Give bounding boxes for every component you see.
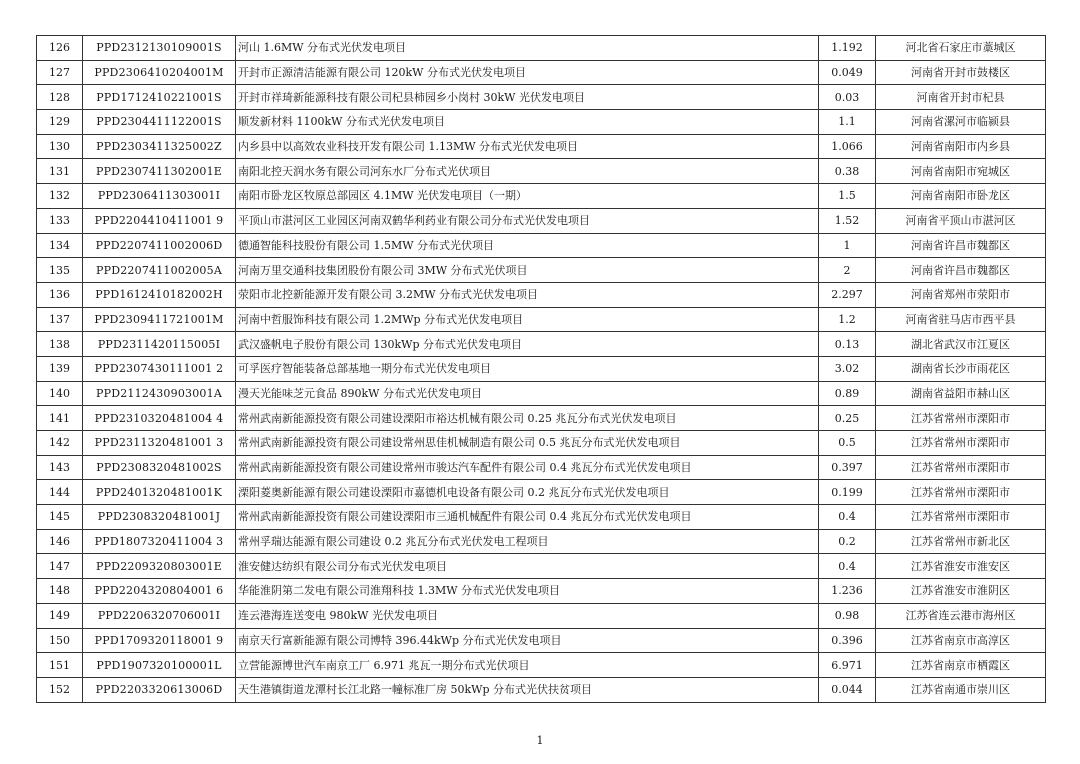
row-number: 152 <box>37 677 83 702</box>
table-row <box>37 628 1046 653</box>
project-name: 南阳市卧龙区牧原总部园区 4.1MW 光伏发电项目（一期） <box>236 184 819 209</box>
table-row <box>37 36 1046 61</box>
project-location: 江苏省常州市溧阳市 <box>876 455 1046 480</box>
row-number: 129 <box>37 110 83 135</box>
project-location: 湖北省武汉市江夏区 <box>876 332 1046 357</box>
project-code: PPD2306411303001I <box>83 184 236 209</box>
table-row <box>37 258 1046 283</box>
project-name: 淮安健达纺织有限公司分布式光伏发电项目 <box>236 554 819 579</box>
capacity-value: 0.98 <box>819 603 876 628</box>
row-number: 150 <box>37 628 83 653</box>
row-number: 137 <box>37 307 83 332</box>
project-code: PPD2312130109001S <box>83 36 236 61</box>
project-location: 河北省石家庄市藁城区 <box>876 36 1046 61</box>
capacity-value: 0.5 <box>819 431 876 456</box>
capacity-value: 0.38 <box>819 159 876 184</box>
project-name: 常州武南新能源投资有限公司建设溧阳市裕达机械有限公司 0.25 兆瓦分布式光伏发电项目 <box>236 406 819 431</box>
capacity-value: 2 <box>819 258 876 283</box>
row-number: 144 <box>37 480 83 505</box>
capacity-value: 0.4 <box>819 505 876 530</box>
project-code: PPD1807320411004 3 <box>83 529 236 554</box>
page-number: 1 <box>536 734 544 747</box>
row-number: 146 <box>37 529 83 554</box>
project-name: 可孚医疗智能装备总部基地一期分布式光伏发电项目 <box>236 356 819 381</box>
project-code: PPD1907320100001L <box>83 653 236 678</box>
project-location: 湖南省益阳市赫山区 <box>876 381 1046 406</box>
project-location: 河南省漯河市临颍县 <box>876 110 1046 135</box>
row-number: 138 <box>37 332 83 357</box>
table-row <box>37 208 1046 233</box>
table-row <box>37 603 1046 628</box>
capacity-value: 1.52 <box>819 208 876 233</box>
project-name: 荥阳市北控新能源开发有限公司 3.2MW 分布式光伏发电项目 <box>236 282 819 307</box>
project-name: 武汉盛帆电子股份有限公司 130kWp 分布式光伏发电项目 <box>236 332 819 357</box>
project-name: 常州武南新能源投资有限公司建设常州思佳机械制造有限公司 0.5 兆瓦分布式光伏发电项目 <box>236 431 819 456</box>
row-number: 131 <box>37 159 83 184</box>
capacity-value: 0.89 <box>819 381 876 406</box>
project-location: 河南省许昌市魏都区 <box>876 233 1046 258</box>
project-name: 河南万里交通科技集团股份有限公司 3MW 分布式光伏项目 <box>236 258 819 283</box>
table-row <box>37 159 1046 184</box>
project-name: 内乡县中以高效农业科技开发有限公司 1.13MW 分布式光伏发电项目 <box>236 134 819 159</box>
project-location: 河南省许昌市魏都区 <box>876 258 1046 283</box>
capacity-value: 1.2 <box>819 307 876 332</box>
row-number: 126 <box>37 36 83 61</box>
project-name: 天生港镇街道龙潭村长江北路一幢标准厂房 50kWp 分布式光伏扶贫项目 <box>236 677 819 702</box>
project-code: PPD2209320803001E <box>83 554 236 579</box>
capacity-value: 0.13 <box>819 332 876 357</box>
table-row <box>37 184 1046 209</box>
project-code: PPD2206320706001I <box>83 603 236 628</box>
project-code: PPD2306410204001M <box>83 60 236 85</box>
capacity-value: 0.4 <box>819 554 876 579</box>
row-number: 128 <box>37 85 83 110</box>
row-number: 132 <box>37 184 83 209</box>
project-location: 江苏省常州市新北区 <box>876 529 1046 554</box>
row-number: 139 <box>37 356 83 381</box>
project-location: 河南省南阳市卧龙区 <box>876 184 1046 209</box>
capacity-value: 1.5 <box>819 184 876 209</box>
project-name: 河山 1.6MW 分布式光伏发电项目 <box>236 36 819 61</box>
row-number: 135 <box>37 258 83 283</box>
project-name: 常州孚瑞达能源有限公司建设 0.2 兆瓦分布式光伏发电工程项目 <box>236 529 819 554</box>
table-row <box>37 677 1046 702</box>
project-name: 德通智能科技股份有限公司 1.5MW 分布式光伏项目 <box>236 233 819 258</box>
project-code: PPD2307411302001E <box>83 159 236 184</box>
project-code: PPD2112430903001A <box>83 381 236 406</box>
project-location: 江苏省淮安市淮阴区 <box>876 579 1046 604</box>
project-code: PPD2207411002005A <box>83 258 236 283</box>
project-name: 华能淮阴第二发电有限公司淮翔科技 1.3MW 分布式光伏发电项目 <box>236 579 819 604</box>
capacity-value: 0.2 <box>819 529 876 554</box>
table-row <box>37 233 1046 258</box>
row-number: 136 <box>37 282 83 307</box>
table-row <box>37 579 1046 604</box>
row-number: 134 <box>37 233 83 258</box>
capacity-value: 1.066 <box>819 134 876 159</box>
table-row <box>37 307 1046 332</box>
project-name: 南阳北控天润水务有限公司河东水厂分布式光伏项目 <box>236 159 819 184</box>
project-table <box>36 35 1046 703</box>
project-name: 南京天行富新能源有限公司博特 396.44kWp 分布式光伏发电项目 <box>236 628 819 653</box>
project-code: PPD2304411122001S <box>83 110 236 135</box>
project-code: PPD2310320481004 4 <box>83 406 236 431</box>
project-code: PPD1712410221001S <box>83 85 236 110</box>
project-location: 江苏省南通市崇川区 <box>876 677 1046 702</box>
project-name: 常州武南新能源投资有限公司建设常州市骏达汽车配件有限公司 0.4 兆瓦分布式光伏发电项目 <box>236 455 819 480</box>
project-code: PPD2204320804001 6 <box>83 579 236 604</box>
project-code: PPD2303411325002Z <box>83 134 236 159</box>
capacity-value: 0.03 <box>819 85 876 110</box>
project-location: 河南省开封市杞县 <box>876 85 1046 110</box>
capacity-value: 0.396 <box>819 628 876 653</box>
table-row <box>37 529 1046 554</box>
project-location: 江苏省常州市溧阳市 <box>876 406 1046 431</box>
row-number: 140 <box>37 381 83 406</box>
row-number: 127 <box>37 60 83 85</box>
table-row <box>37 406 1046 431</box>
capacity-value: 1.1 <box>819 110 876 135</box>
project-location: 江苏省淮安市淮安区 <box>876 554 1046 579</box>
capacity-value: 0.397 <box>819 455 876 480</box>
capacity-value: 1.236 <box>819 579 876 604</box>
project-name: 漫天光能味芝元食品 890kW 分布式光伏发电项目 <box>236 381 819 406</box>
row-number: 142 <box>37 431 83 456</box>
row-number: 147 <box>37 554 83 579</box>
table-row <box>37 60 1046 85</box>
capacity-value: 1.192 <box>819 36 876 61</box>
row-number: 149 <box>37 603 83 628</box>
project-location: 江苏省南京市高淳区 <box>876 628 1046 653</box>
project-location: 江苏省连云港市海州区 <box>876 603 1046 628</box>
project-code: PPD1709320118001 9 <box>83 628 236 653</box>
table-row <box>37 381 1046 406</box>
table-row <box>37 455 1046 480</box>
project-name: 顺发新材料 1100kW 分布式光伏发电项目 <box>236 110 819 135</box>
row-number: 133 <box>37 208 83 233</box>
project-code: PPD2207411002006D <box>83 233 236 258</box>
project-code: PPD2309411721001M <box>83 307 236 332</box>
project-location: 河南省南阳市内乡县 <box>876 134 1046 159</box>
project-name: 开封市祥琦新能源科技有限公司杞县柿园乡小岗村 30kW 光伏发电项目 <box>236 85 819 110</box>
project-code: PPD2401320481001K <box>83 480 236 505</box>
table-row <box>37 110 1046 135</box>
capacity-value: 0.044 <box>819 677 876 702</box>
project-name: 常州武南新能源投资有限公司建设溧阳市三通机械配件有限公司 0.4 兆瓦分布式光伏发电项目 <box>236 505 819 530</box>
capacity-value: 2.297 <box>819 282 876 307</box>
table-row <box>37 134 1046 159</box>
project-code: PPD2204410411001 9 <box>83 208 236 233</box>
capacity-value: 1 <box>819 233 876 258</box>
project-code: PPD2203320613006D <box>83 677 236 702</box>
capacity-value: 0.25 <box>819 406 876 431</box>
project-code: PPD2311320481001 3 <box>83 431 236 456</box>
table-row <box>37 282 1046 307</box>
project-location: 河南省郑州市荥阳市 <box>876 282 1046 307</box>
table-row <box>37 332 1046 357</box>
row-number: 151 <box>37 653 83 678</box>
project-name: 立营能源博世汽车南京工厂 6.971 兆瓦一期分布式光伏项目 <box>236 653 819 678</box>
table-body <box>37 36 1046 703</box>
project-location: 河南省驻马店市西平县 <box>876 307 1046 332</box>
project-location: 河南省开封市鼓楼区 <box>876 60 1046 85</box>
project-location: 河南省平顶山市湛河区 <box>876 208 1046 233</box>
table-row <box>37 356 1046 381</box>
project-location: 江苏省常州市溧阳市 <box>876 480 1046 505</box>
project-name: 连云港海连送变电 980kW 光伏发电项目 <box>236 603 819 628</box>
table-row <box>37 554 1046 579</box>
capacity-value: 6.971 <box>819 653 876 678</box>
row-number: 143 <box>37 455 83 480</box>
row-number: 130 <box>37 134 83 159</box>
project-name: 开封市正源清洁能源有限公司 120kW 分布式光伏发电项目 <box>236 60 819 85</box>
capacity-value: 0.049 <box>819 60 876 85</box>
project-code: PPD2308320481002S <box>83 455 236 480</box>
row-number: 145 <box>37 505 83 530</box>
project-location: 江苏省常州市溧阳市 <box>876 431 1046 456</box>
project-code: PPD1612410182002H <box>83 282 236 307</box>
table-row <box>37 505 1046 530</box>
project-code: PPD2307430111001 2 <box>83 356 236 381</box>
table-row <box>37 85 1046 110</box>
project-location: 江苏省南京市栖霞区 <box>876 653 1046 678</box>
project-location: 江苏省常州市溧阳市 <box>876 505 1046 530</box>
project-code: PPD2311420115005I <box>83 332 236 357</box>
table-row <box>37 653 1046 678</box>
project-name: 平顶山市湛河区工业园区河南双鹤华利药业有限公司分布式光伏发电项目 <box>236 208 819 233</box>
capacity-value: 0.199 <box>819 480 876 505</box>
row-number: 141 <box>37 406 83 431</box>
project-code: PPD2308320481001J <box>83 505 236 530</box>
capacity-value: 3.02 <box>819 356 876 381</box>
row-number: 148 <box>37 579 83 604</box>
project-location: 河南省南阳市宛城区 <box>876 159 1046 184</box>
table-row <box>37 480 1046 505</box>
table-row <box>37 431 1046 456</box>
project-name: 河南中哲服饰科技有限公司 1.2MWp 分布式光伏发电项目 <box>236 307 819 332</box>
project-location: 湖南省长沙市雨花区 <box>876 356 1046 381</box>
project-name: 溧阳菱奥新能源有限公司建设溧阳市嘉德机电设备有限公司 0.2 兆瓦分布式光伏发电项目 <box>236 480 819 505</box>
